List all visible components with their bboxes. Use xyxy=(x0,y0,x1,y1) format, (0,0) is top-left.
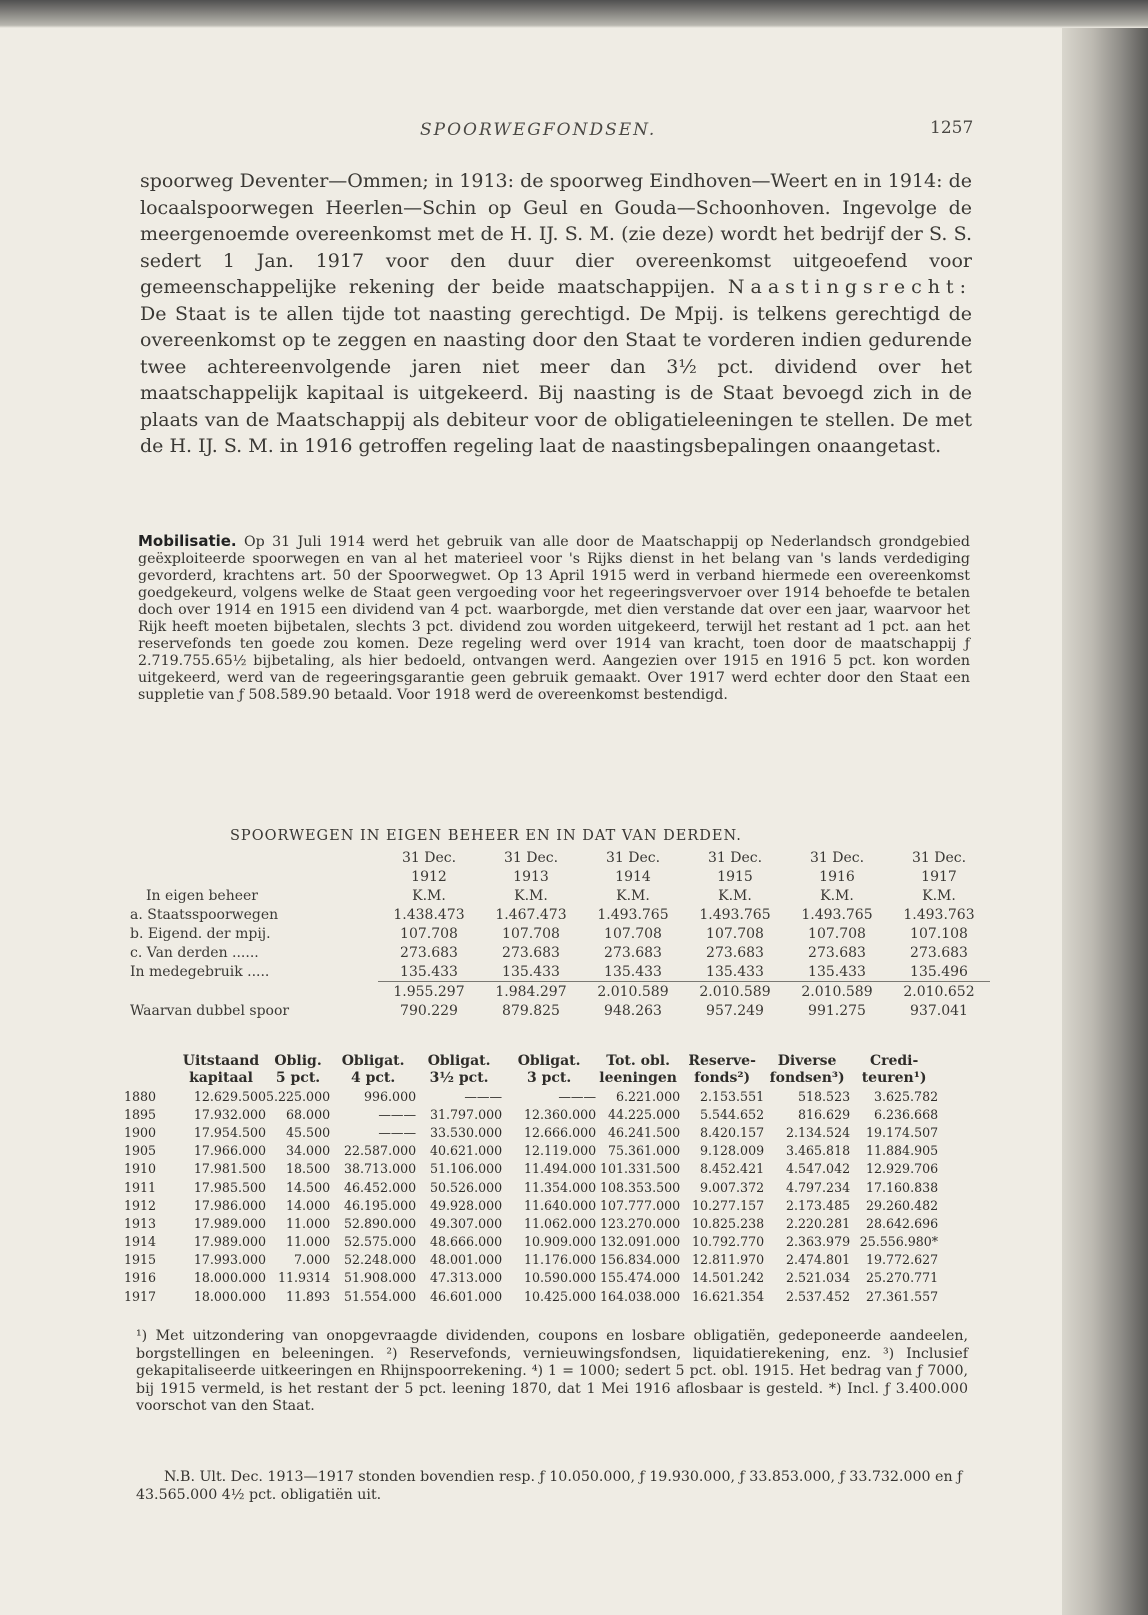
year-cell: 1880 xyxy=(124,1088,157,1104)
row-label: In medegebruik ..... xyxy=(130,963,270,980)
table-cell: 12.811.970 xyxy=(692,1252,765,1268)
table-cell: 107.777.000 xyxy=(599,1197,681,1213)
table-cell: ——— xyxy=(378,1124,417,1140)
table-cell: 11.9314 xyxy=(278,1270,331,1286)
table-cell: 17.932.000 xyxy=(193,1106,266,1122)
year-header: 1914 xyxy=(615,868,651,885)
table-row xyxy=(124,1105,938,1123)
year-header: 1916 xyxy=(819,868,855,885)
table-cell: 879.825 xyxy=(502,1002,560,1019)
table-cell: 12.929.706 xyxy=(866,1161,939,1177)
year-header: 1917 xyxy=(921,868,957,885)
table-cell: 1.493.765 xyxy=(801,906,873,923)
table-cell: 2.134.524 xyxy=(786,1124,851,1140)
table-cell: 10.277.157 xyxy=(692,1197,765,1213)
table-cell: 7.000 xyxy=(294,1252,331,1268)
table-cell: 107.708 xyxy=(706,925,764,942)
table-cell: 991.275 xyxy=(808,1002,866,1019)
table-cell: 52.890.000 xyxy=(344,1215,417,1231)
table-cell: 11.884.905 xyxy=(866,1143,939,1159)
table-cell: 123.270.000 xyxy=(599,1215,681,1231)
table-cell: 14.500 xyxy=(286,1179,331,1195)
table-row xyxy=(124,1178,938,1196)
row-label: Waarvan dubbel spoor xyxy=(130,1002,290,1019)
table-row xyxy=(124,1142,938,1160)
table-cell: 52.248.000 xyxy=(344,1252,417,1268)
table-cell: 4.547.042 xyxy=(786,1161,851,1177)
running-head: SPOORWEGFONDSEN. xyxy=(420,120,657,140)
table-cell: 273.683 xyxy=(706,944,764,961)
capital-table xyxy=(124,1053,938,1305)
table-cell: 2.220.281 xyxy=(786,1215,851,1231)
table-cell: ——— xyxy=(378,1106,417,1122)
table-row xyxy=(124,1251,938,1269)
table-row xyxy=(130,943,990,962)
table-cell: 12.360.000 xyxy=(524,1106,597,1122)
year-cell: 1916 xyxy=(124,1270,157,1286)
table-cell: 155.474.000 xyxy=(599,1270,681,1286)
year-header: 1913 xyxy=(513,868,549,885)
table-cell: 101.331.500 xyxy=(599,1161,681,1177)
table-cell: 11.000 xyxy=(286,1234,331,1250)
table-cell: 135.433 xyxy=(808,963,866,980)
row-label: a. Staatsspoorwegen xyxy=(130,906,279,923)
table-cell: 11.640.000 xyxy=(524,1197,597,1213)
scan-top-band xyxy=(0,0,1148,28)
table-cell: 9.128.009 xyxy=(700,1143,765,1159)
table-cell: ——— xyxy=(558,1088,597,1104)
table-row xyxy=(130,962,990,982)
total-cell: 2.010.652 xyxy=(888,982,990,1002)
table-cell: 17.993.000 xyxy=(193,1252,266,1268)
nota-bene-text: N.B. Ult. Dec. 1913—1917 stonden bovendien resp. ƒ 10.050.000, ƒ 19.930.000, ƒ 33.853.000, ƒ 33.732.000 en ƒ 43.565.000 4½ pct. obligatiën uit. xyxy=(136,1469,963,1503)
year-cell: 1915 xyxy=(124,1252,157,1268)
table-cell: 49.928.000 xyxy=(430,1197,503,1213)
table-cell: 6.236.668 xyxy=(874,1106,939,1122)
table-cell: 2.173.485 xyxy=(786,1197,851,1213)
table-cell: 5.225.000 xyxy=(266,1088,331,1104)
table-cell: 51.106.000 xyxy=(430,1161,503,1177)
table-cell: 790.229 xyxy=(400,1002,458,1019)
table-row xyxy=(124,1287,938,1305)
table-cell: 12.119.000 xyxy=(524,1143,597,1159)
table-row xyxy=(124,1087,938,1105)
column-header: Obligat. 3 pct. xyxy=(517,1053,581,1086)
body-text-part2: De Staat is te allen tijde tot naasting gerechtigd. De Mpij. is telkens gerechtigd de overeenkomst op te zeggen en naasting door den Staat te vorderen indien gedurende twee achtereenvolgende jaren niet meer dan 3½ pct. dividend over het maatschappelijk kapitaal is uitgekeerd. Bij naasting is de Staat bevoegd zich in de plaats van de Maatschappij als debiteur voor de obligatieleeningen te stellen. De met de H. IJ. S. M. in 1916 getroffen regeling laat de naastingsbepalingen onaangetast. xyxy=(140,302,972,457)
unit-header: K.M. xyxy=(718,887,752,904)
table-cell: 2.537.452 xyxy=(786,1288,851,1304)
table-cell: 18.500 xyxy=(286,1161,331,1177)
table-cell: 10.825.238 xyxy=(692,1215,765,1231)
table-cell: 49.307.000 xyxy=(430,1215,503,1231)
table-cell: 2.363.979 xyxy=(786,1234,851,1250)
year-cell: 1911 xyxy=(124,1179,157,1195)
table-cell: 1.467.473 xyxy=(495,906,567,923)
table-cell: 8.452.421 xyxy=(700,1161,765,1177)
table-cell: 996.000 xyxy=(364,1088,417,1104)
table-cell: 46.601.000 xyxy=(430,1288,503,1304)
table-cell: ——— xyxy=(464,1088,503,1104)
table-row xyxy=(130,924,990,943)
table-cell: 45.500 xyxy=(286,1124,331,1140)
table-cell: 75.361.000 xyxy=(608,1143,681,1159)
unit-header: K.M. xyxy=(820,887,854,904)
total-row xyxy=(130,982,990,1002)
table-cell: 107.708 xyxy=(502,925,560,942)
table-cell: 33.530.000 xyxy=(430,1124,503,1140)
table-cell: 5.544.652 xyxy=(700,1106,765,1122)
table-cell: 10.909.000 xyxy=(524,1234,597,1250)
table-row xyxy=(124,1269,938,1287)
total-cell: 2.010.589 xyxy=(786,982,888,1002)
table-cell: 1.438.473 xyxy=(393,906,465,923)
page-number: 1257 xyxy=(930,118,974,138)
table-cell: 17.989.000 xyxy=(193,1234,266,1250)
table-cell: 273.683 xyxy=(400,944,458,961)
table-cell: 27.361.557 xyxy=(866,1288,939,1304)
row-label: c. Van derden ...... xyxy=(130,944,259,961)
railway-length-table xyxy=(130,848,990,1020)
table-cell: 12.666.000 xyxy=(524,1124,597,1140)
column-header: Obligat. 4 pct. xyxy=(341,1053,405,1086)
table-cell: 16.621.354 xyxy=(692,1288,765,1304)
year-cell: 1917 xyxy=(124,1288,157,1304)
table-cell: 107.708 xyxy=(808,925,866,942)
table-cell: 29.260.482 xyxy=(866,1197,939,1213)
table1-title: SPOORWEGEN IN EIGEN BEHEER EN IN DAT VAN DERDEN. xyxy=(230,828,742,844)
row-group-label: In eigen beheer xyxy=(146,887,258,904)
table-cell: 22.587.000 xyxy=(344,1143,417,1159)
table-cell: 11.893 xyxy=(286,1288,331,1304)
table-cell: 25.270.771 xyxy=(866,1270,939,1286)
table-cell: 25.556.980* xyxy=(859,1234,939,1250)
mobilisatie-section xyxy=(138,533,970,704)
table-cell: 18.000.000 xyxy=(193,1288,266,1304)
table-cell: 11.000 xyxy=(286,1215,331,1231)
table-cell: 18.000.000 xyxy=(193,1270,266,1286)
column-header: Reserve- fonds²) xyxy=(688,1053,756,1086)
date-header: 31 Dec. xyxy=(503,849,559,866)
table-cell: 2.474.801 xyxy=(786,1252,851,1268)
date-header: 31 Dec. xyxy=(809,849,865,866)
year-header: 1915 xyxy=(717,868,753,885)
table-cell: 10.425.000 xyxy=(524,1288,597,1304)
table-cell: 273.683 xyxy=(910,944,968,961)
date-header: 31 Dec. xyxy=(605,849,661,866)
table-cell: 17.954.500 xyxy=(193,1124,266,1140)
table-cell: 46.452.000 xyxy=(344,1179,417,1195)
unit-header: K.M. xyxy=(616,887,650,904)
table-cell: 6.221.000 xyxy=(616,1088,681,1104)
table-cell: 2.521.034 xyxy=(786,1270,851,1286)
table-cell: 19.772.627 xyxy=(866,1252,939,1268)
table-cell: 68.000 xyxy=(286,1106,331,1122)
capital-table-body xyxy=(124,1087,938,1305)
table-cell: 1.493.763 xyxy=(903,906,975,923)
table-cell: 8.420.157 xyxy=(700,1124,765,1140)
year-cell: 1900 xyxy=(124,1124,157,1140)
table-cell: 50.526.000 xyxy=(430,1179,503,1195)
column-header: Diverse fondsen³) xyxy=(769,1053,845,1086)
year-cell: 1895 xyxy=(124,1106,157,1122)
row-label: b. Eigend. der mpij. xyxy=(130,925,271,942)
table-cell: 135.433 xyxy=(706,963,764,980)
table-cell: 14.000 xyxy=(286,1197,331,1213)
table-row xyxy=(124,1160,938,1178)
table-row xyxy=(130,905,990,924)
table-cell: 31.797.000 xyxy=(430,1106,503,1122)
year-cell: 1914 xyxy=(124,1234,157,1250)
table-row xyxy=(124,1196,938,1214)
body-paragraph xyxy=(140,168,972,460)
table-cell: 51.908.000 xyxy=(344,1270,417,1286)
double-track-row xyxy=(130,1001,990,1020)
mobilisatie-heading: Mobilisatie. xyxy=(138,532,237,550)
total-cell: 1.984.297 xyxy=(480,982,582,1002)
table-cell: 19.174.507 xyxy=(866,1124,939,1140)
table-row xyxy=(124,1233,938,1251)
table-cell: 48.001.000 xyxy=(430,1252,503,1268)
table-cell: 10.590.000 xyxy=(524,1270,597,1286)
table-cell: 273.683 xyxy=(808,944,866,961)
table-cell: 164.038.000 xyxy=(599,1288,681,1304)
table-cell: 17.986.000 xyxy=(193,1197,266,1213)
table-cell: 156.834.000 xyxy=(599,1252,681,1268)
total-cell: 1.955.297 xyxy=(378,982,480,1002)
body-text-part1: spoorweg Deventer—Ommen; in 1913: de spoorweg Eindhoven—Weert en in 1914: de locaalspoorwegen Heerlen—Schin op Geul en Gouda—Schoonhoven. Ingevolge de meergenoemde overeenkomst met de H. IJ. S. M. (zie deze) wordt het bedrijf der S. S. sedert 1 Jan. 1917 voor den duur dier overeenkomst uitgeoefend voor gemeenschappelijke rekening der beide maatschappijen. xyxy=(140,170,972,298)
mobilisatie-text: Op 31 Juli 1914 werd het gebruik van alle door de Maatschappij op Nederlandsch grondgebied geëxploiteerde spoorwegen en van al het materieel voor 's Rijks dienst in het belang van 's lands verdediging gevorderd, krachtens art. 50 der Spoorwegwet. Op 13 April 1915 werd in verband hiermede een overeenkomst goedgekeurd, volgens welke de Staat geen vergoeding voor het regeeringsvervoer over 1914 behoefde te betalen doch over 1914 en 1915 een dividend van 4 pct. waarborgde, met dien verstande dat over een jaar, waarvoor het Rijk heeft moeten bijbetalen, slechts 3 pct. dividend zou worden uitgekeerd, terwijl het restant ad 1 pct. aan het reservefonds ten goede zou komen. Deze regeling werd over 1914 van kracht, toen door de maatschappij ƒ 2.719.755.65½ bijbetaling, als hier bedoeld, ontvangen werd. Aangezien over 1915 en 1916 5 pct. kon worden uitgekeerd, werd van de regeeringsgarantie geen gebruik gemaakt. Over 1917 werd echter door den Staat een suppletie van ƒ 508.589.90 betaald. Voor 1918 werd de overeenkomst bestendigd. xyxy=(138,534,970,703)
table-cell: 816.629 xyxy=(798,1106,851,1122)
table-cell: 48.666.000 xyxy=(430,1234,503,1250)
table-cell: 17.966.000 xyxy=(193,1143,266,1159)
table-cell: 17.981.500 xyxy=(193,1161,266,1177)
table-cell: 273.683 xyxy=(604,944,662,961)
column-header: Credi- teuren¹) xyxy=(861,1053,927,1086)
table-cell: 51.554.000 xyxy=(344,1288,417,1304)
table-cell: 107.108 xyxy=(910,925,968,942)
table-cell: 46.241.500 xyxy=(608,1124,681,1140)
date-header: 31 Dec. xyxy=(707,849,763,866)
table-cell: 937.041 xyxy=(910,1002,968,1019)
table-cell: 10.792.770 xyxy=(692,1234,765,1250)
table-cell: 518.523 xyxy=(798,1088,851,1104)
table-cell: 11.062.000 xyxy=(524,1215,597,1231)
table-cell: 3.625.782 xyxy=(874,1088,939,1104)
footnote-text: ¹) Met uitzondering van onopgevraagde dividenden, coupons en losbare obligatiën, gedeponeerde aandeelen, borgstellingen en beleeningen. ²) Reservefonds, vernieuwingsfondsen, liquidatierekening, enz. ³) Inclusief gekapitaliseerde uitkeeringen en Rhijnspoorrekening. ⁴) 1 = 1000; sedert 5 pct. obl. 1915. Het bedrag van ƒ 7000, bij 1915 vermeld, is het restant der 5 pct. leening 1870, dat 1 Mei 1916 aflosbaar is gesteld. *) Incl. ƒ 3.400.000 voorschot van den Staat. xyxy=(136,1328,968,1414)
table-cell: 11.176.000 xyxy=(524,1252,597,1268)
table-cell: 2.153.551 xyxy=(700,1088,765,1104)
table-cell: 107.708 xyxy=(400,925,458,942)
year-cell: 1913 xyxy=(124,1215,157,1231)
table-cell: 948.263 xyxy=(604,1002,662,1019)
table-cell: 14.501.242 xyxy=(692,1270,765,1286)
date-header: 31 Dec. xyxy=(911,849,967,866)
footnotes xyxy=(136,1328,968,1416)
table-cell: 34.000 xyxy=(286,1143,331,1159)
total-cell: 2.010.589 xyxy=(684,982,786,1002)
table-cell: 9.007.372 xyxy=(700,1179,765,1195)
table-cell: 1.493.765 xyxy=(699,906,771,923)
unit-header: K.M. xyxy=(514,887,548,904)
table-cell: 107.708 xyxy=(604,925,662,942)
table-cell: 17.985.500 xyxy=(193,1179,266,1195)
table-cell: 17.160.838 xyxy=(866,1179,939,1195)
table-row xyxy=(124,1214,938,1232)
table-cell: 40.621.000 xyxy=(430,1143,503,1159)
year-header: 1912 xyxy=(411,868,447,885)
table-cell: 4.797.234 xyxy=(786,1179,851,1195)
table-cell: 44.225.000 xyxy=(608,1106,681,1122)
page-edge xyxy=(1062,0,1148,1615)
table-cell: 132.091.000 xyxy=(599,1234,681,1250)
unit-header: K.M. xyxy=(922,887,956,904)
table-cell: 273.683 xyxy=(502,944,560,961)
total-cell: 2.010.589 xyxy=(582,982,684,1002)
table-cell: 108.353.500 xyxy=(599,1179,681,1195)
table-row xyxy=(124,1123,938,1141)
year-cell: 1910 xyxy=(124,1161,157,1177)
year-cell: 1912 xyxy=(124,1197,157,1213)
table-cell: 11.354.000 xyxy=(524,1179,597,1195)
table-cell: 11.494.000 xyxy=(524,1161,597,1177)
nota-bene xyxy=(136,1468,968,1504)
naastingsrecht-term: Naastingsrecht: xyxy=(727,276,973,298)
table-cell: 28.642.696 xyxy=(866,1215,939,1231)
table-cell: 957.249 xyxy=(706,1002,764,1019)
date-header: 31 Dec. xyxy=(401,849,457,866)
column-header: Tot. obl. leeningen xyxy=(599,1053,677,1086)
table-cell: 135.433 xyxy=(502,963,560,980)
table-cell: 47.313.000 xyxy=(430,1270,503,1286)
table-cell: 135.433 xyxy=(604,963,662,980)
table-cell: 38.713.000 xyxy=(344,1161,417,1177)
table-cell: 3.465.818 xyxy=(786,1143,851,1159)
table-cell: 17.989.000 xyxy=(193,1215,266,1231)
table-cell: 52.575.000 xyxy=(344,1234,417,1250)
table-cell: 135.433 xyxy=(400,963,458,980)
column-header: Oblig. 5 pct. xyxy=(274,1053,322,1086)
column-header: Uitstaand kapitaal xyxy=(182,1053,260,1086)
column-header: Obligat. 3½ pct. xyxy=(427,1053,491,1086)
unit-header: K.M. xyxy=(412,887,446,904)
table-cell: 12.629.500 xyxy=(193,1088,266,1104)
table-cell: 46.195.000 xyxy=(344,1197,417,1213)
table-cell: 135.496 xyxy=(910,963,968,980)
year-cell: 1905 xyxy=(124,1143,157,1159)
table-cell: 1.493.765 xyxy=(597,906,669,923)
